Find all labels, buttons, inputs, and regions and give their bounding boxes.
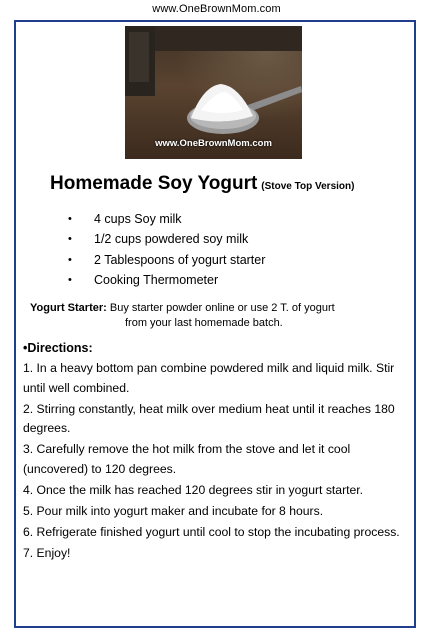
direction-step: 4. Once the milk has reached 120 degrees stir in yogurt starter. bbox=[23, 482, 364, 497]
ingredient-item: • 2 Tablespoons of yogurt starter bbox=[68, 250, 265, 270]
direction-step: 2. Stirring constantly, heat milk over medium heat until it reaches 180 degrees. bbox=[23, 401, 395, 435]
recipe-title-row bbox=[50, 173, 410, 195]
yogurt-photo bbox=[125, 26, 302, 159]
yogurt-starter-note bbox=[30, 301, 400, 331]
direction-step: 1. In a heavy bottom pan combine powdered milk and liquid milk. Stir until well combined. bbox=[23, 361, 395, 395]
starter-label: Yogurt Starter: bbox=[30, 302, 107, 314]
direction-step: 7. Enjoy! bbox=[23, 545, 71, 560]
direction-step: 6. Refrigerate finished yogurt until cool to stop the incubating process. bbox=[23, 524, 400, 539]
recipe-title: Homemade Soy Yogurt bbox=[50, 173, 258, 194]
ingredient-item: • Cooking Thermometer bbox=[68, 270, 265, 290]
ingredient-item: • 1/2 cups powdered soy milk bbox=[68, 229, 265, 249]
starter-text-line2: from your last homemade batch. bbox=[125, 317, 283, 329]
site-url: www.OneBrownMom.com bbox=[152, 3, 281, 15]
direction-step: 3. Carefully remove the hot milk from the stove and let it cool (uncovered) to 120 degrees. bbox=[23, 442, 351, 476]
directions-heading: •Directions: bbox=[23, 341, 93, 355]
recipe-subtitle: (Stove Top Version) bbox=[261, 181, 355, 192]
directions-list bbox=[23, 359, 408, 565]
photo-caption: www.OneBrownMom.com bbox=[155, 138, 272, 149]
starter-text-line1: Buy starter powder online or use 2 T. of yogurt bbox=[109, 302, 335, 314]
direction-step: 5. Pour milk into yogurt maker and incubate for 8 hours. bbox=[23, 503, 324, 518]
ingredients-list bbox=[68, 209, 265, 291]
ingredient-item: • 4 cups Soy milk bbox=[68, 209, 265, 229]
